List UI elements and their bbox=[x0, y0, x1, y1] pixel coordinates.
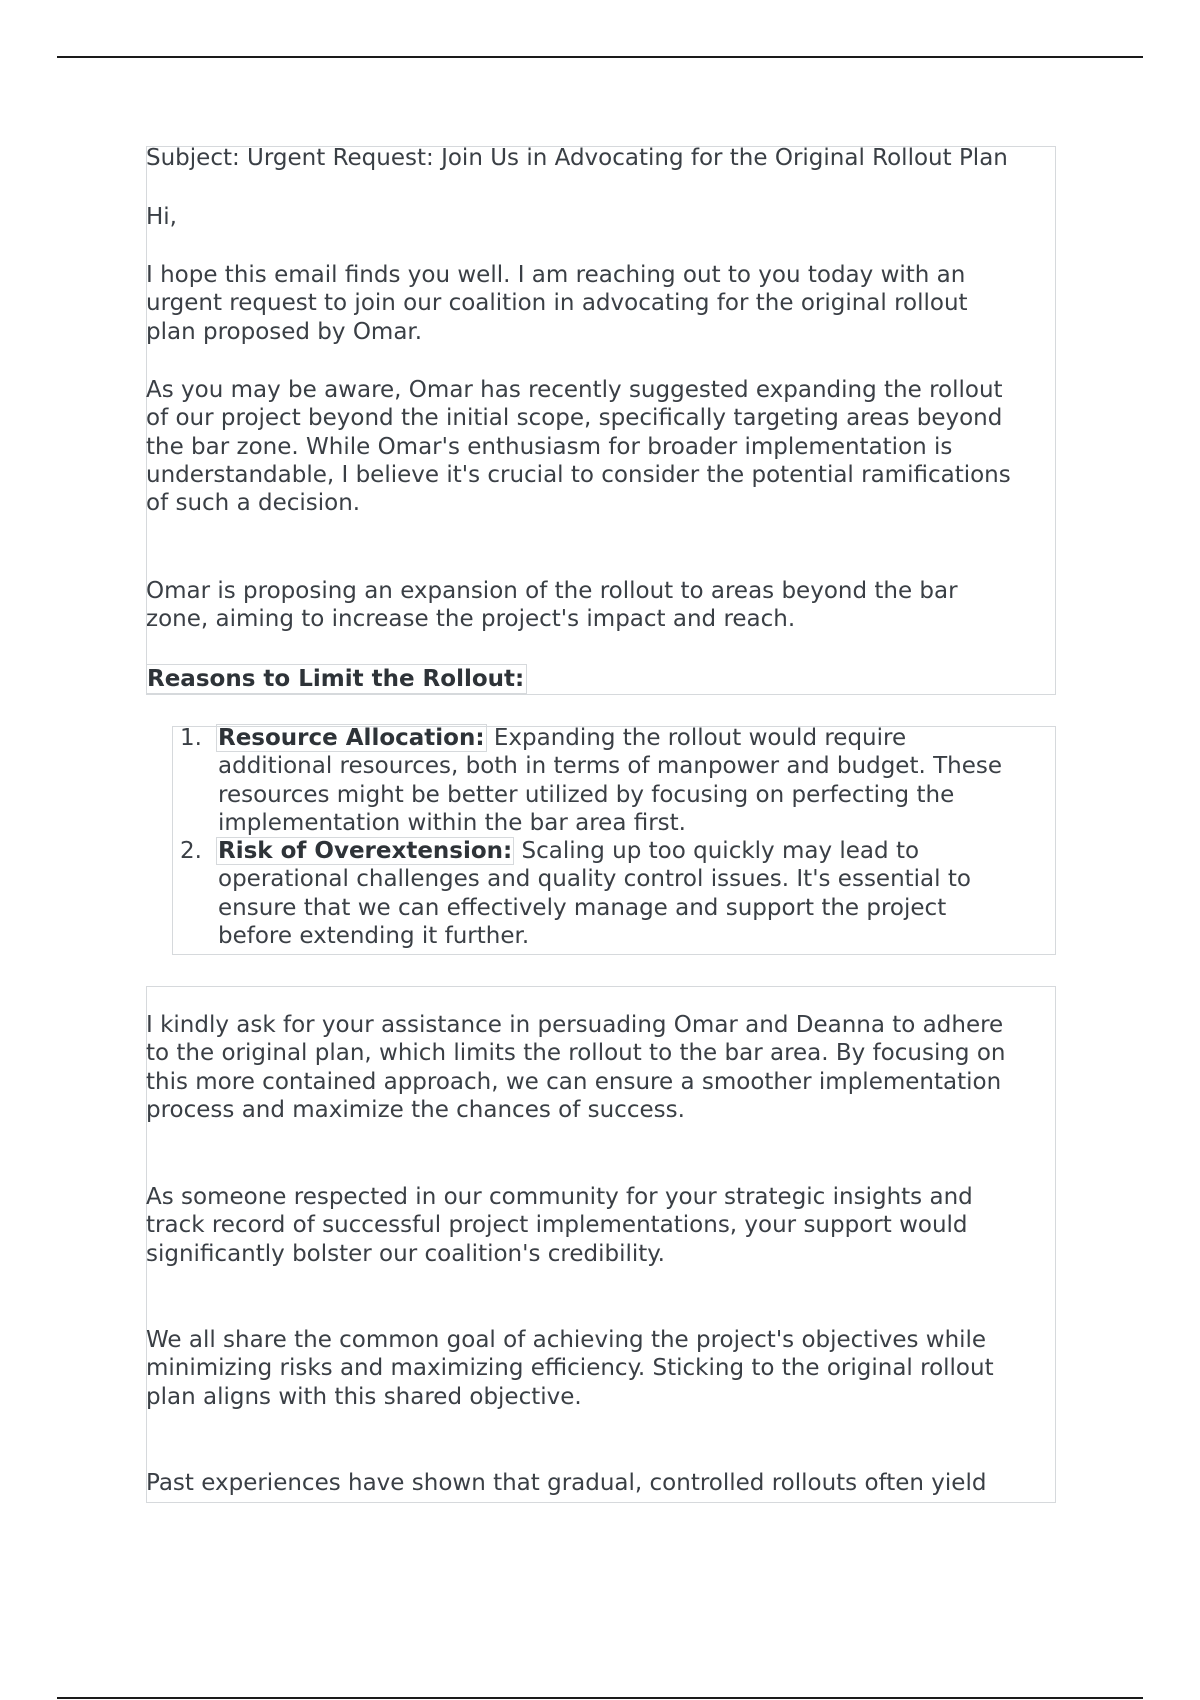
list-item-first-line bbox=[218, 724, 1052, 752]
list-item-line: ensure that we can effectively manage and support the project bbox=[218, 894, 947, 921]
paragraph-context bbox=[146, 376, 1058, 517]
paragraph-line: urgent request to join our coalition in advocating for the original rollout bbox=[146, 290, 968, 317]
list-item-first-line bbox=[218, 837, 1052, 865]
list-item-line: before extending it further. bbox=[218, 923, 530, 950]
list-item-line: resources might be better utilized by focusing on perfecting the bbox=[218, 781, 955, 808]
paragraph-line: this more contained approach, we can ensure a smoother implementation bbox=[146, 1068, 1002, 1095]
paragraph-credibility bbox=[146, 1183, 1058, 1268]
list-item-term: Risk of Overextension: bbox=[218, 838, 513, 865]
paragraph-line: process and maximize the chances of success. bbox=[146, 1096, 685, 1123]
header-rule bbox=[57, 56, 1143, 58]
list-item-line: additional resources, both in terms of manpower and budget. These bbox=[218, 753, 1003, 780]
paragraph-line: understandable, I believe it's crucial to consider the potential ramifications bbox=[146, 461, 1011, 488]
email-subject: Subject: Urgent Request: Join Us in Advocating for the Original Rollout Plan bbox=[146, 145, 1008, 171]
paragraph-line: As you may be aware, Omar has recently suggested expanding the rollout bbox=[146, 377, 1003, 403]
paragraph-line: I kindly ask for your assistance in persuading Omar and Deanna to adhere bbox=[146, 1012, 1004, 1038]
paragraph-line: significantly bolster our coalition's credibility. bbox=[146, 1240, 665, 1267]
paragraph-line: plan aligns with this shared objective. bbox=[146, 1383, 582, 1410]
list-item-number: 1. bbox=[180, 725, 202, 751]
paragraph-request bbox=[146, 1011, 1058, 1124]
paragraph-line: Omar is proposing an expansion of the rollout to areas beyond the bar bbox=[146, 578, 958, 604]
paragraph-line: Past experiences have shown that gradual, controlled rollouts often yield bbox=[146, 1470, 987, 1496]
paragraph-line: zone, aiming to increase the project's impact and reach. bbox=[146, 606, 796, 633]
paragraph-intro bbox=[146, 261, 1058, 346]
paragraph-line: minimizing risks and maximizing efficiency. Sticking to the original rollout bbox=[146, 1355, 994, 1382]
paragraph-shared-goal bbox=[146, 1326, 1058, 1411]
list-item-line: implementation within the bar area first. bbox=[218, 809, 686, 836]
paragraph-line: the bar zone. While Omar's enthusiasm for broader implementation is bbox=[146, 433, 953, 460]
list-item bbox=[172, 724, 1052, 837]
list-item-text: Expanding the rollout would require bbox=[486, 725, 907, 751]
paragraph-line: I hope this email finds you well. I am reaching out to you today with an bbox=[146, 262, 966, 288]
list-item bbox=[172, 837, 1052, 950]
paragraph-past-experience bbox=[146, 1469, 1058, 1497]
paragraph-line: plan proposed by Omar. bbox=[146, 318, 423, 345]
list-item-line: operational challenges and quality control issues. It's essential to bbox=[218, 866, 971, 893]
greeting: Hi, bbox=[146, 204, 177, 230]
paragraph-line: We all share the common goal of achieving the project's objectives while bbox=[146, 1327, 987, 1353]
paragraph-line: track record of successful project implementations, your support would bbox=[146, 1212, 968, 1239]
paragraph-line: of such a decision. bbox=[146, 490, 361, 517]
list-item-number: 2. bbox=[180, 838, 202, 865]
reasons-heading: Reasons to Limit the Rollout: bbox=[146, 664, 527, 694]
footer-rule bbox=[57, 1697, 1143, 1699]
reasons-list bbox=[172, 724, 1052, 950]
paragraph-line: to the original plan, which limits the rollout to the bar area. By focusing on bbox=[146, 1040, 1006, 1067]
paragraph-line: of our project beyond the initial scope, specifically targeting areas beyond bbox=[146, 405, 1003, 432]
paragraph-line: As someone respected in our community for your strategic insights and bbox=[146, 1184, 973, 1210]
paragraph-proposal bbox=[146, 577, 1058, 634]
list-item-text: Scaling up too quickly may lead to bbox=[514, 838, 920, 865]
list-item-term: Resource Allocation: bbox=[218, 725, 485, 751]
